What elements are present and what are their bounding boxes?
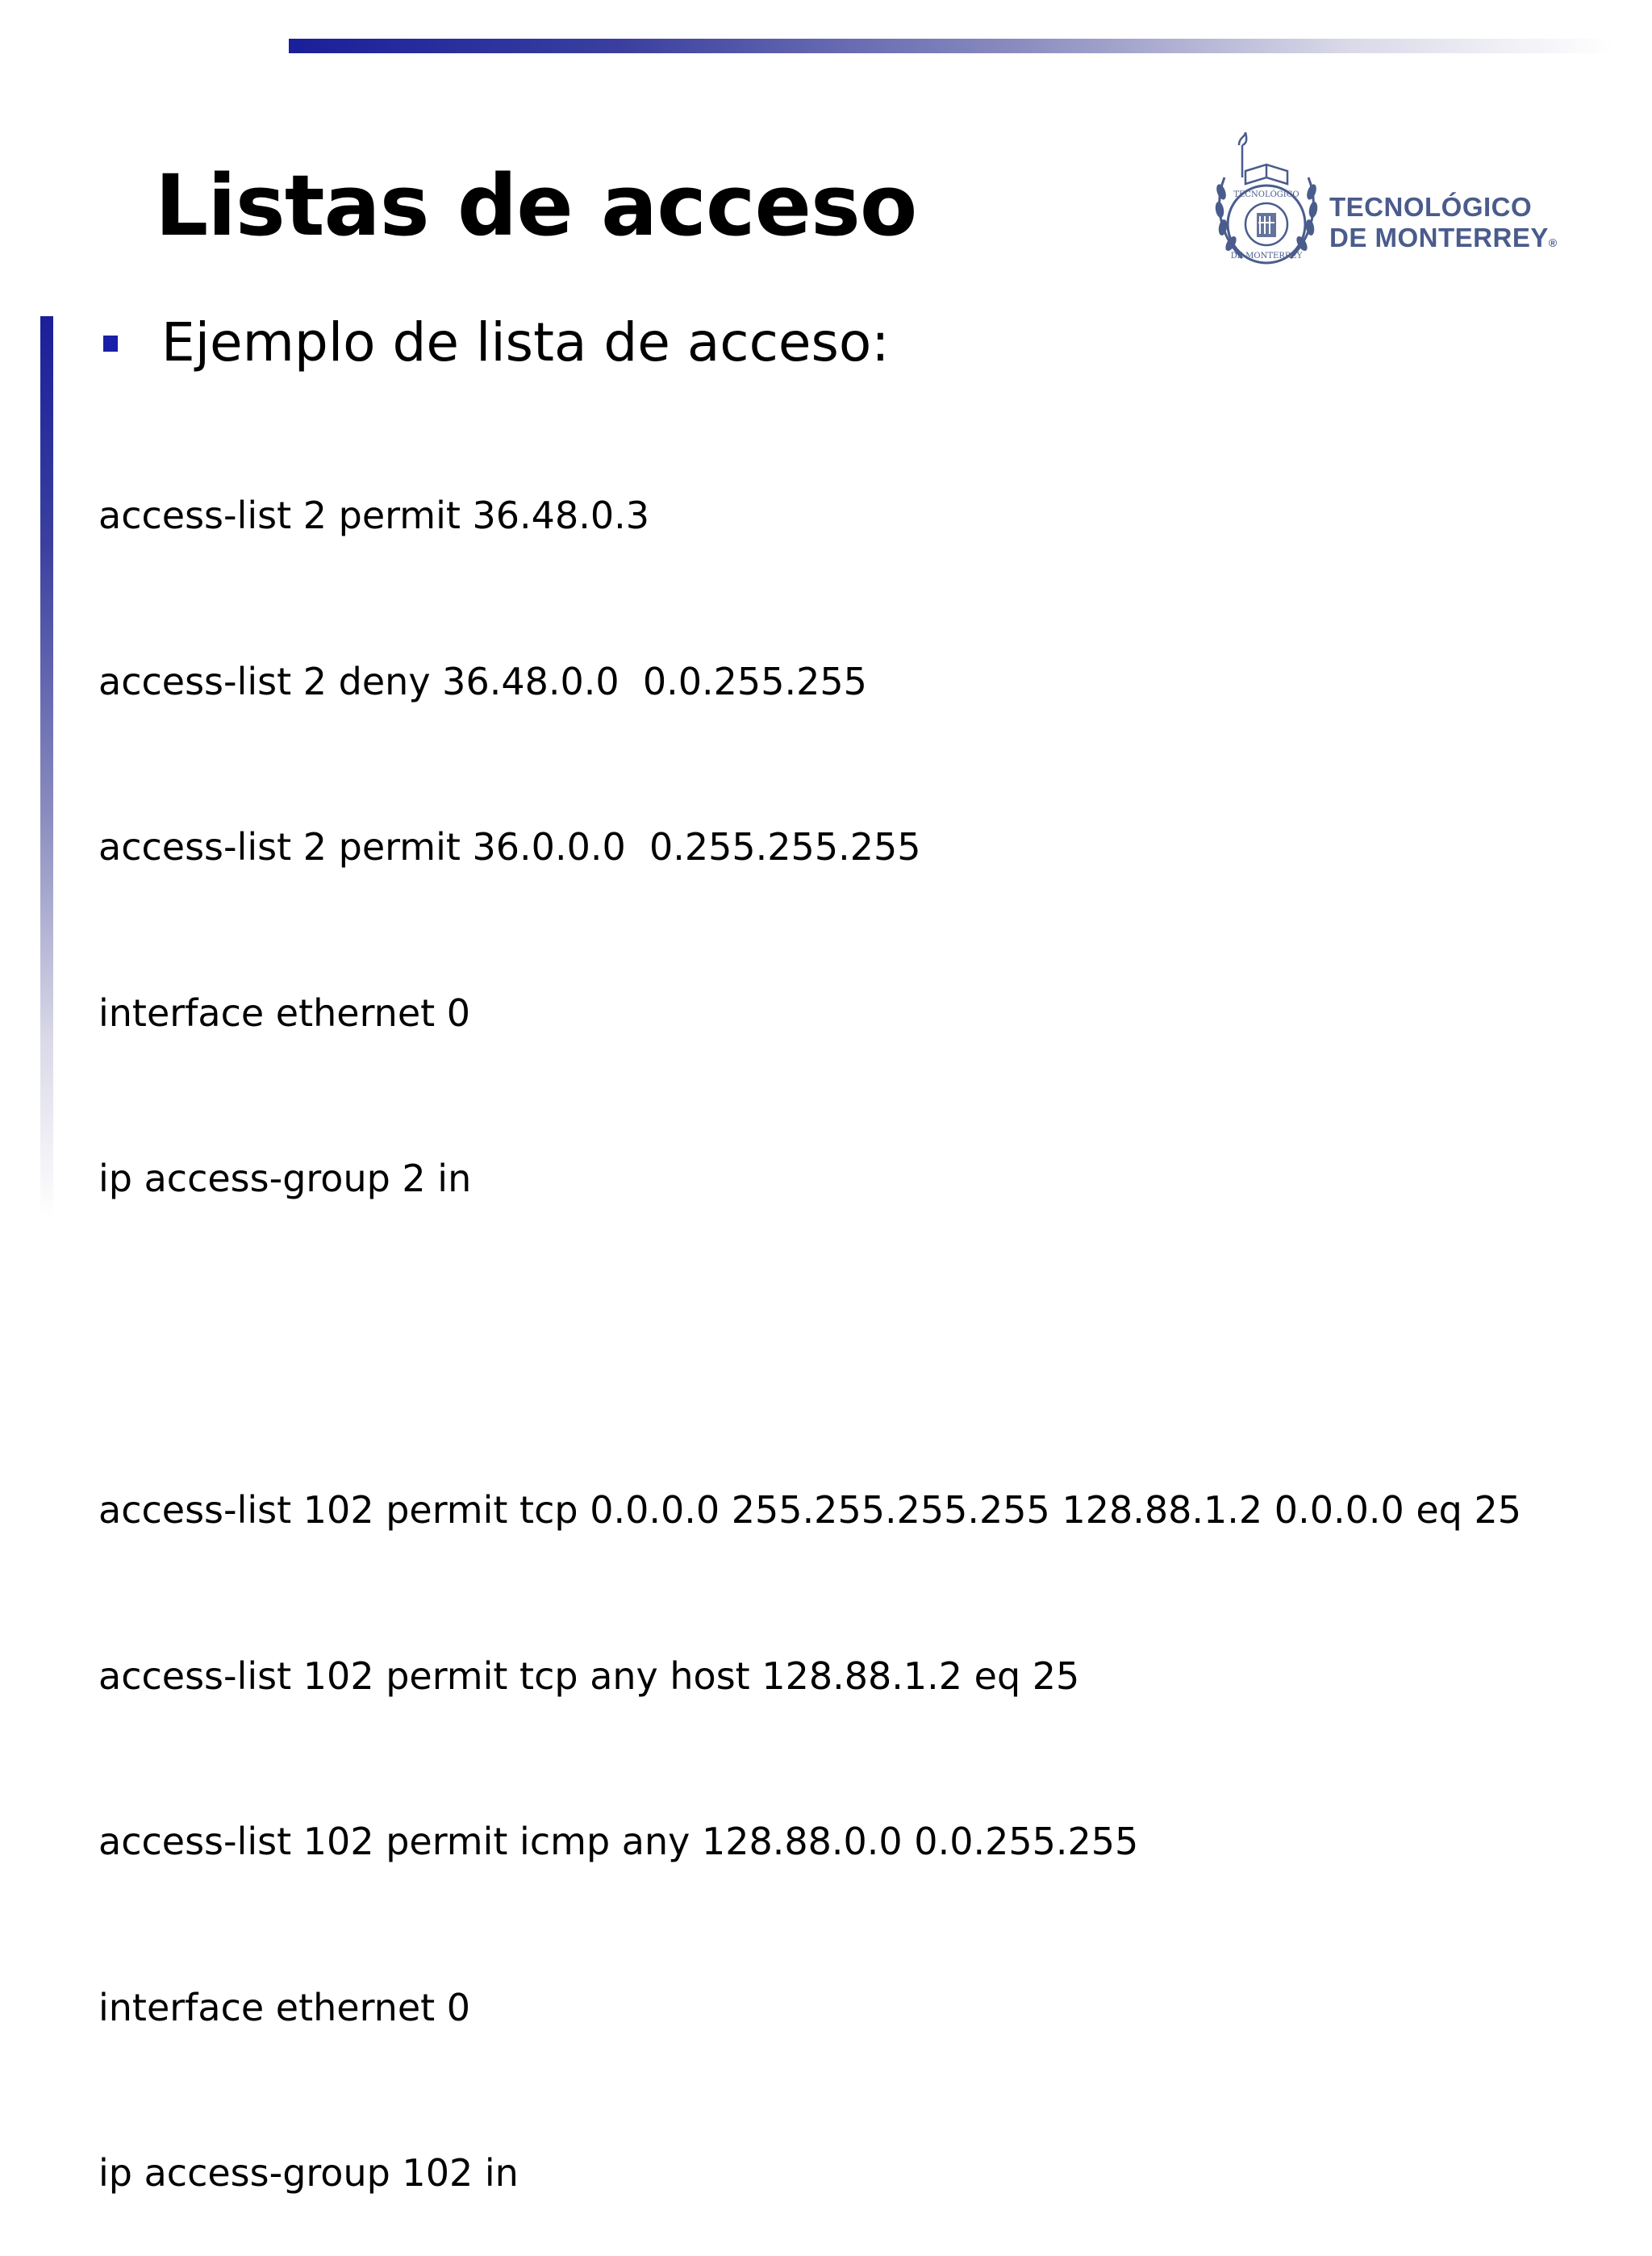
code-line: interface ethernet 0 xyxy=(98,1985,471,2029)
code-line: ip access-group 2 in xyxy=(98,1157,472,1200)
square-bullet-icon xyxy=(103,336,118,352)
logo-wordmark xyxy=(1329,192,1558,258)
seal-text-bottom: DE MONTERREY xyxy=(1230,252,1303,261)
logo-line-2 xyxy=(1329,223,1558,258)
logo-line-2-text: DE MONTERREY xyxy=(1329,223,1549,252)
code-line: access-list 2 permit 36.0.0.0 0.255.255.255 xyxy=(98,825,921,869)
code-line: access-list 102 permit icmp any 128.88.0.0 0.0.255.255 xyxy=(98,1820,1139,1863)
code-line: interface ethernet 0 xyxy=(98,990,471,1035)
top-gradient-bar xyxy=(289,39,1613,53)
code-line: access-list 102 permit tcp 0.0.0.0 255.255.255.255 128.88.1.2 0.0.0.0 eq 25 xyxy=(98,1488,1522,1532)
registered-mark: ® xyxy=(1548,236,1558,249)
slide-title: Listas de acceso xyxy=(155,156,917,255)
tec-monterrey-logo xyxy=(1210,129,1597,271)
code-line: access-list 2 deny 36.48.0.0 0.0.255.255 xyxy=(98,659,867,703)
code-line: access-list 2 permit 36.48.0.3 xyxy=(98,494,649,537)
code-example xyxy=(98,377,1521,2256)
seal-text-top: TECNOLÓGICO xyxy=(1233,190,1299,199)
code-line: ip access-group 102 in xyxy=(98,2151,519,2195)
code-line: access-list 102 permit tcp any host 128.88.1.2 eq 25 xyxy=(98,1653,1080,1698)
code-line-blank xyxy=(98,1317,1521,1373)
left-gradient-bar xyxy=(40,316,53,1220)
institution-seal-icon xyxy=(1210,129,1323,271)
logo-line-1: TECNOLÓGICO xyxy=(1329,192,1533,222)
bullet-text: Ejemplo de lista de acceso: xyxy=(161,311,890,373)
